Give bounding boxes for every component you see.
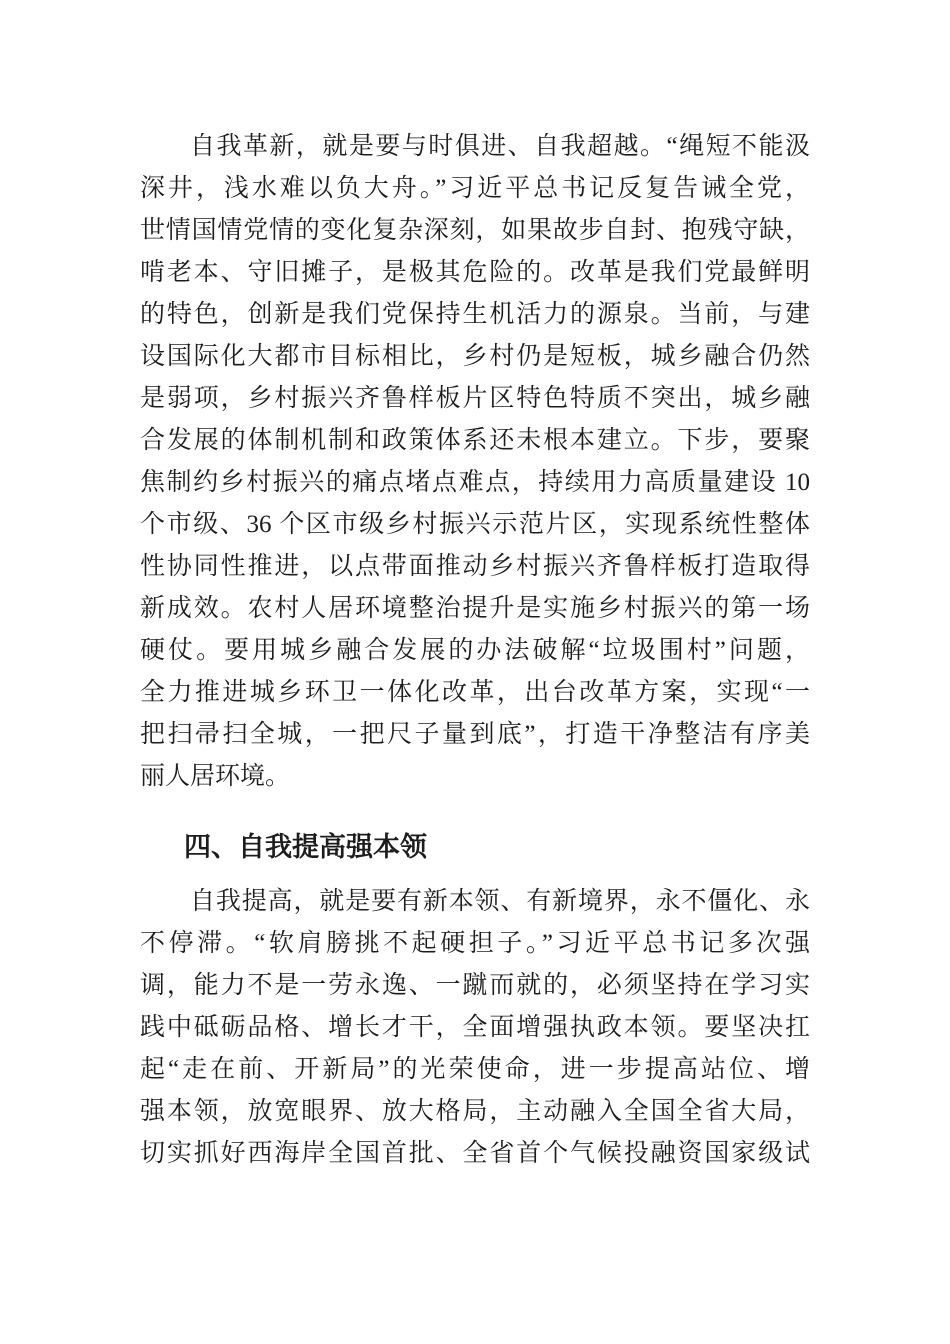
text-line: 个市级、36 个区市级乡村振兴示范片区，实现系统性整体 [140, 511, 810, 538]
text-line: 的特色，创新是我们党保持生机活力的源泉。当前，与建 [140, 301, 810, 328]
text-line: 调，能力不是一劳永逸、一蹴而就的，必须坚持在学习实 [140, 972, 810, 999]
text-line: 全力推进城乡环卫一体化改革，出台改革方案，实现“一 [140, 679, 810, 706]
text-line: 丽人居环境。 [140, 763, 291, 790]
text-line: 设国际化大都市目标相比，乡村仍是短板，城乡融合仍然 [140, 343, 810, 370]
text-line: 强本领，放宽眼界、放大格局，主动融入全国全省大局， [140, 1098, 810, 1125]
text-line: 是弱项，乡村振兴齐鲁样板片区特色特质不突出，城乡融 [140, 385, 810, 412]
text-line: 啃老本、守旧摊子，是极其危险的。改革是我们党最鲜明 [140, 259, 810, 286]
text-line: 起“走在前、开新局”的光荣使命，进一步提高站位、增 [140, 1056, 810, 1083]
text-line: 合发展的体制机制和政策体系还未根本建立。下步，要聚 [140, 427, 810, 454]
text-line: 深井，浅水难以负大舟。”习近平总书记反复告诫全党， [140, 175, 810, 202]
text-line: 焦制约乡村振兴的痛点堵点难点，持续用力高质量建设 10 [140, 469, 810, 496]
text-line: 性协同性推进，以点带面推动乡村振兴齐鲁样板打造取得 [140, 553, 810, 580]
section-heading: 四、自我提高强本领 [184, 832, 427, 862]
text-line: 硬仗。要用城乡融合发展的办法破解“垃圾围村”问题， [140, 637, 810, 664]
text-line: 新成效。农村人居环境整治提升是实施乡村振兴的第一场 [140, 595, 810, 622]
text-line: 不停滞。“软肩膀挑不起硬担子。”习近平总书记多次强 [140, 930, 810, 957]
text-line: 世情国情党情的变化复杂深刻，如果故步自封、抱残守缺， [140, 217, 810, 244]
text-line: 自我提高，就是要有新本领、有新境界，永不僵化、永 [190, 888, 810, 915]
text-line: 切实抓好西海岸全国首批、全省首个气候投融资国家级试 [140, 1140, 810, 1167]
text-line: 把扫帚扫全城，一把尺子量到底”，打造干净整洁有序美 [140, 721, 810, 748]
text-line: 践中砥砺品格、增长才干，全面增强执政本领。要坚决扛 [140, 1014, 810, 1041]
text-line: 自我革新，就是要与时俱进、自我超越。“绳短不能汲 [190, 133, 810, 160]
document-content [140, 126, 810, 1175]
